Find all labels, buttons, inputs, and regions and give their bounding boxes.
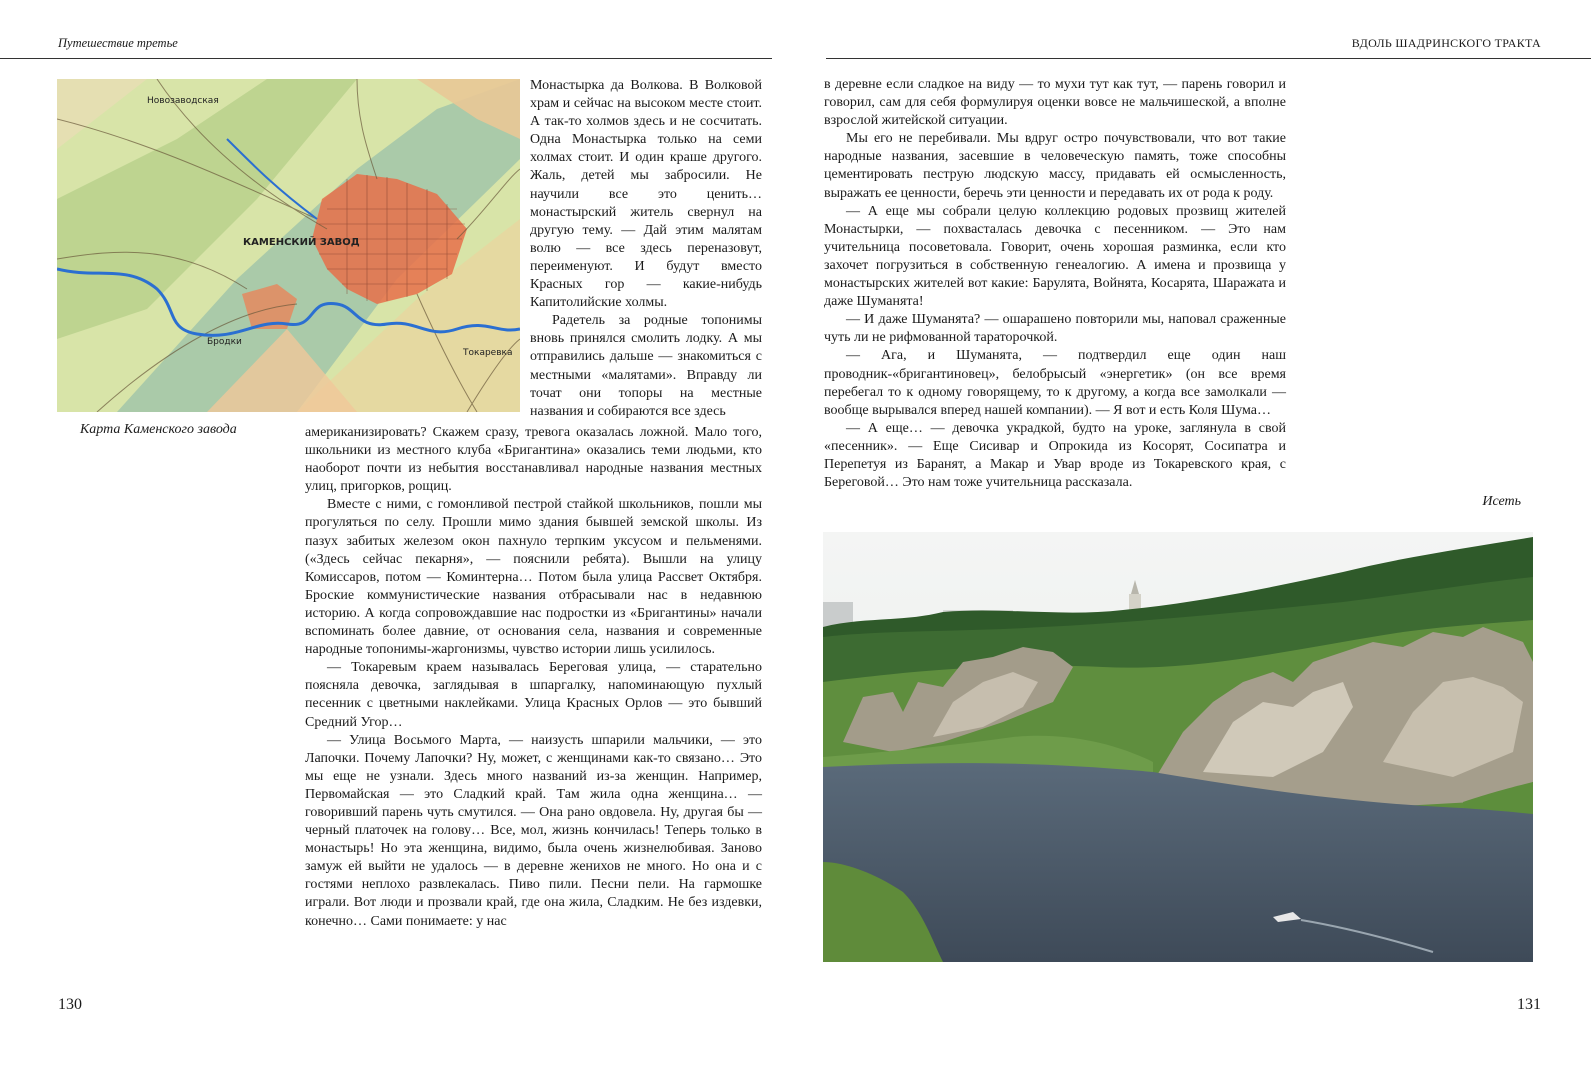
running-head-right: ВДОЛЬ ШАДРИНСКОГО ТРАКТА — [1351, 36, 1541, 50]
right-paragraph-5: — Ага, и Шуманята, — подтвердил еще один наш проводник-«бригантиновец», белобрысый «энергетик» (он все время перебегал то к одному говорящему, то к другому, а когда все замолкали — вообще вырывался вперед нашей компании). — Я вот и есть Коля Шума… — [824, 348, 1286, 418]
map-label-kamensky-zavod: КАМЕНСКИЙ ЗАВОД — [243, 237, 360, 248]
map-kamensky-zavod — [57, 79, 520, 412]
wide-paragraph-1: американизировать? Скажем сразу, тревога оказалась ложной. Мало того, школьники из местного клуба «Бригантина» оказались теми людьми, кто наоборот почти из небытия восстанавливал народные названия местных улиц, пригорков, рощиц. — [305, 425, 762, 495]
wide-paragraph-3: — Токаревым краем называлась Береговая улица, — старательно поясняла девочка, заглядывая в шпаргалку, напоминающую пухлый песенник с цветными наклейками. Улица Красных Орлов — это бывший Средний Угор… — [305, 660, 762, 730]
narrow-paragraph-2: Радетель за родные топонимы вновь принялся смолить лодку. А мы отправились дальше — знакомиться с местными «малятами». Вправду ли точат они топоры на местные названия и собираются все здесь — [530, 313, 762, 419]
map-label-tokarevka: Токаревка — [463, 348, 513, 358]
wide-paragraph-2: Вместе с ними, с гомонливой пестрой стайкой школьников, пошли мы прогуляться по селу. Прошли мимо здания бывшей земской школы. Из пазух забитых железом окон пахнуло терпким уксусом и пельменями. («Здесь сейчас пекарня», — пояснили ребята). Вышли на улицу Комиссаров, потом — Коминтерна… Потом была улица Рассвет Октября. Броские коммунистические названия отбрасывали нас в недавнюю историю. А когда сопровождавшие нас подростки из «Бригантины» начали вспоминать более давние, от основания села, названия и современные народные топонимы-жаргонизмы, чувство истории лишь усилилось. — [305, 497, 762, 658]
right-paragraph-4: — И даже Шуманята? — ошарашено повторили мы, наповал сраженные чуть ли не рифмованной тараторочкой. — [824, 312, 1286, 346]
right-paragraph-6: — А еще… — девочка украдкой, будто на уроке, заглянула в свой «песенник». — Еще Сисивар и Опрокида из Косорят, Сосипатра и Перепетуя из Баранят, а Макар и Увар вроде из Токаревского края, с Береговой… Это нам тоже учительница рассказала. — [824, 420, 1286, 491]
page-number-left: 130 — [58, 996, 82, 1013]
right-page — [800, 0, 1591, 1080]
map-caption: Карта Каменского завода — [80, 422, 237, 437]
photo-caption: Исеть — [1482, 494, 1521, 509]
wide-paragraph-4: — Улица Восьмого Марта, — наизусть шпарили мальчики, — это Лапочки. Почему Лапочки? Ну, может, с женщинами как-то связано… Это мы еще не узнали. Здесь много названий из-за женщин. Например, Первомайская — это Сладкий край. Там жила одна женщина… — говоривший парень чуть смутился. — Она рано овдовела. Ну, другая бы — черный платочек на голову… Все, мол, жизнь кончилась! Теперь только в монастырь! Но эта женщина, видимо, была очень жизнелюбивая. Заново замуж ей выйти не удалось — в деревне женихов не много. Но она и с гостями неплохо развлекалась. Пиво пили. Песни пели. На гармошке играли. Вот люди и прозвали край, где она жила, Сладким. Не без издевки, конечно… Сами понимаете: у нас — [305, 732, 762, 929]
wide-column — [305, 424, 762, 931]
right-paragraph-3: — А еще мы собрали целую коллекцию родовых прозвищ жителей Монастырки, — похвасталась девочка с песенником. — Это нам учительница посоветовала. Говорит, очень хорошая разминка, если кто захочет погрузиться в собственную генеалогию. А имена и прозвища у монастырских жителей вот какие: Барулята, Войнята, Косарята, Шаражата и даже Шуманята! — [824, 203, 1286, 310]
narrow-paragraph-1: Монастырка да Волкова. В Волковой храм и сейчас на высоком месте стоит. А так-то холмов здесь и не сосчитать. Одна Монастырка только на семи холмах стоит. И один краше другого. Жаль, детей мы забросили. Не научили все это ценить… монастырский житель свернул на другую тему. — Дай этим малятам волю — все здесь переназовут, переименуют. И будут вместо Красных гор — какие-нибудь Капитолийские холмы. — [530, 78, 762, 311]
right-column — [824, 76, 1286, 492]
map-label-novozavodskaya: Новозаводская — [147, 96, 219, 106]
map-label-brodki: Бродки — [207, 337, 242, 347]
narrow-column — [530, 77, 762, 421]
right-paragraph-2: Мы его не перебивали. Мы вдруг остро почувствовали, что вот такие народные названия, засевшие в человеческую память, тоже способны цементировать пеструю людскую массу, придавать ей осмысленность, выражать ее ценности, беречь эти ценности и передавать их от рода к роду. — [824, 131, 1286, 201]
header-rule-right — [826, 58, 1591, 59]
right-paragraph-1: в деревне если сладкое на виду — то мухи тут как тут, — парень говорил и говорил, сам для себя формулируя оценки вовсе не мальчишеской, а вполне взрослой житейской ситуации. — [824, 77, 1286, 129]
page-number-right: 131 — [1517, 996, 1541, 1013]
header-rule-left — [0, 58, 772, 59]
left-page — [0, 0, 790, 1080]
running-head-left: Путешествие третье — [58, 36, 178, 50]
river-photo — [823, 532, 1533, 962]
